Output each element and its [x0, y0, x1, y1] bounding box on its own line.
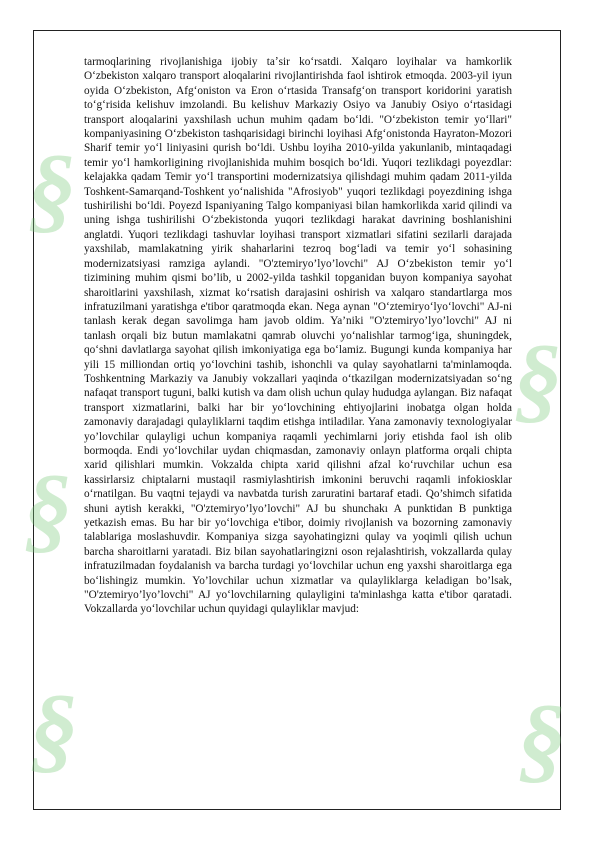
watermark-section-glyph: §: [30, 675, 78, 782]
watermark-section-glyph: §: [28, 135, 76, 242]
body-paragraph: tarmoqlarining rivojlanishiga ijobiy taʼsir koʻrsatdi. Xalqaro loyihalar va hamkorlik Oʻzbekiston xalqaro transport aloqalarini rivojlantirishda faol ishtirok etmoqda. 2003-yil iyun oyida Oʻzbekiston, Afgʻoniston va Eron oʻrtasida Transafgʻon transport koridorini yaratish toʻgʻrisida kelishuv imzolandi. Bu kelishuv Markaziy Osiyo va Janubiy Osiyo oʻrtasidagi transport aloqalarini yaxshilash uchun muhim qadam boʻldi. "Oʻzbekiston temir yoʻllari" kompaniyasining Oʻzbekiston tashqarisidagi birinchi loyihasi Afgʻonistonda Hayraton-Mozori Sharif temir yoʻl liniyasini qurish boʻldi. Ushbu loyiha 2010-yilda yakunlanib, mintaqadagi temir yoʻl hamkorligining rivojlanishida muhim bosqich boʻldi. Yuqori tezlikdagi poyezdlar: kelajakka qadam Temir yoʻl transportini modernizatsiya qilishdagi muhim qadam 2011-yilda Toshkent-Samarqand-Toshkent yoʻnalishida "Afrosiyob" yuqori tezlikdagi poyezdining ishga tushirilishi boʻldi. Poyezd Ispaniyaning Talgo kompaniyasi bilan hamkorlikda xarid qilindi va uning ishga tushirilishi Oʻzbekistonda yuqori tezlikdagi harakat davrining boshlanishini anglatdi. Yuqori tezlikdagi tashuvlar loyihasi transport xizmatlari sifatini sezilarli darajada yaxshilab, mamlakatning yirik shaharlarini tezroq bogʻladi va temir yoʻl sohasining modernizatsiyasi ramziga aylandi. "O'ztemiryo’lyo’lovchi" AJ Oʻzbekiston temir yoʻl tizimining muhim qismi bo’lib, u 2002-yilda tashkil topganidan buyon kompaniya sayohat sharoitlarini yaxshilash, xizmat koʻrsatish darajasini oshirish va xalqaro standartlarga mos infratuzilmani yaratishga e'tibor qaratmoqda ekan. Nega aynan "Oʻztemiryoʻlyoʻlovchi" AJ-ni tanlash kerak degan savolimga ham javob oldim. Ya’niki "O'ztemiryo’lyo’lovchi" AJ ni tanlash orqali biz butun mamlakatni qamrab oluvchi yoʻnalishlar tarmogʻiga, shuningdek, qoʻshni davlatlarga sayohat qilish imkoniyatiga ega boʻlamiz. Bugungi kunda kompaniya har yili 15 milliondan ortiq yoʻlovchini tashib, ishonchli va qulay sayohatlarni ta'minlamoqda. Toshkentning Markaziy va Janubiy vokzallari yaqinda oʻtkazilgan modernizatsiyadan soʻng nafaqat transport tuguni, balki kutish va dam olish uchun qulay hududga aylangan. Biz nafaqat transport xizmatlarini, balki har bir yoʻlovchining ehtiyojlarini inobatga olgan holda zamonaviy darajadagi qulayliklarni taqdim etishga intiladilar. Yana zamonaviy texnologiyalar yo’lovchilar qulayligi uchun kompaniya raqamli yechimlarni joriy etishda faol ish olib bormoqda. Endi yoʻlovchilar uydan chiqmasdan, zamonaviy onlayn platforma orqali chipta xarid qilishlari mumkin. Vokzalda chipta xarid qilishni afzal koʻruvchilar uchun esa kassirlarsiz chiptalarni mustaqil rasmiylashtirish imkonini beruvchi raqamli infokiosklar oʻrnatilgan. Bu vaqtni tejaydi va navbatda turish zaruratini bartaraf etadi. Qo’shimch sifatida shuni aytish kerakki, "O'ztemiryo’lyo’lovchi" AJ bu shunchakı A punktidan B punktiga yetkazish emas. Bu har bir yoʻlovchiga e'tibor, doimiy rivojlanish va bozorning zamonaviy talablariga moslashuvdir. Kompaniya sizga sayohatingizni qulay va yoqimli qilish uchun barcha sharoitlarni yaratadi. Biz bilan sayohatlaringizni oson rejalashtirish, vokzallarda qulay infratuzilmadan foydalanish va barcha turdagi yoʻlovchilar uchun eng yaxshi sharoitlarga ega boʻlishingiz mumkin. Yo’lovchilar uchun xizmatlar va qulayliklarga keladigan bo’lsak, "O'ztemiryo’lyo’lovchi" AJ yoʻlovchilarning qulayligini ta'minlashga katta e'tibor qaratadi. Vokzallarda yoʻlovchilar uchun quyidagi qulayliklar mavjud:: [84, 56, 512, 616]
watermark-section-glyph: §: [518, 685, 566, 792]
watermark-section-glyph: §: [514, 325, 562, 432]
watermark-section-glyph: §: [24, 455, 72, 562]
page-border-frame: [24, 30, 566, 810]
